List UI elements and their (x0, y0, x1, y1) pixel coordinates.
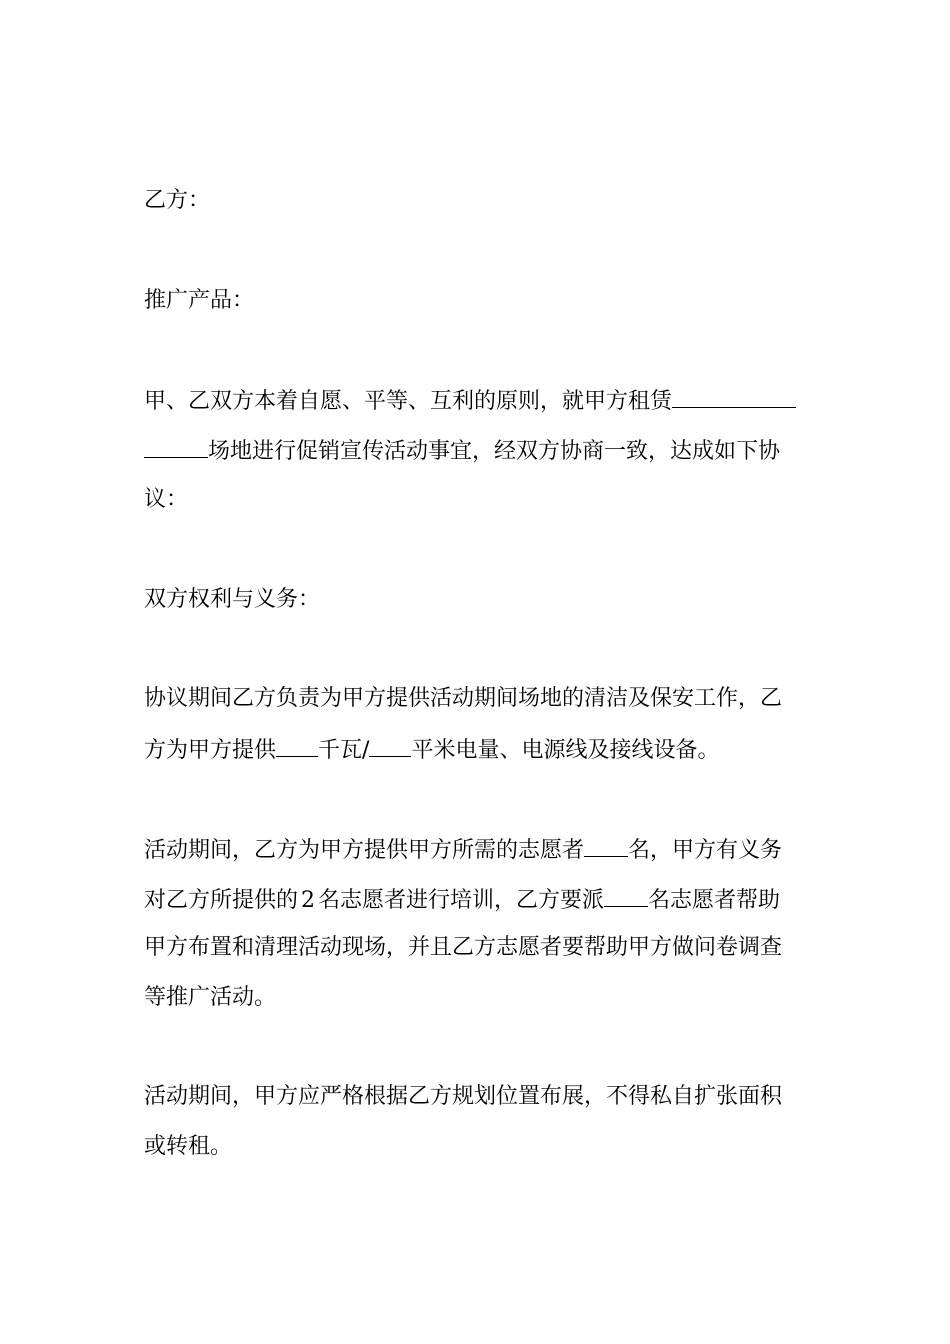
intro-line-2: 场地进行促销宣传活动事宜，经双方协商一致，达成如下协 (144, 435, 808, 465)
clause2-line-1: 活动期间，乙方为甲方提供甲方所需的志愿者 名，甲方有义务 (144, 834, 808, 864)
clause1-line-2: 方为甲方提供 千瓦/ 平米电量、电源线及接线设备。 (144, 734, 808, 764)
square-meter-blank (369, 734, 411, 757)
venue-blank-2 (144, 435, 208, 458)
clause2-line-3: 甲方布置和清理活动现场，并且乙方志愿者要帮助甲方做问卷调查 (144, 935, 783, 960)
clause3-line-2: 或转租。 (144, 1134, 233, 1159)
party-b-label: 乙方： (144, 188, 211, 213)
clause3-line-1: 活动期间，甲方应严格根据乙方规划位置布展，不得私自扩张面积 (144, 1084, 783, 1109)
kilowatt-blank (276, 734, 318, 757)
product-label: 推广产品： (144, 288, 255, 313)
clause2-line-4: 等推广活动。 (144, 985, 277, 1010)
dispatched-volunteer-blank (604, 884, 648, 907)
clause2-line-2: 对乙方所提供的 2 名志愿者进行培训，乙方要派 名志愿者帮助 (144, 884, 808, 914)
volunteer-number: 2 (301, 888, 316, 913)
volunteer-count-blank (584, 834, 628, 857)
intro-line-3: 议： (144, 487, 189, 512)
venue-blank-1 (672, 385, 796, 408)
rights-heading: 双方权利与义务： (144, 587, 321, 612)
clause1-line-1: 协议期间乙方负责为甲方提供活动期间场地的清洁及保安工作，乙 (144, 686, 783, 711)
intro-line-1: 甲、乙双方本着自愿、平等、互利的原则，就甲方租赁 (144, 385, 808, 415)
